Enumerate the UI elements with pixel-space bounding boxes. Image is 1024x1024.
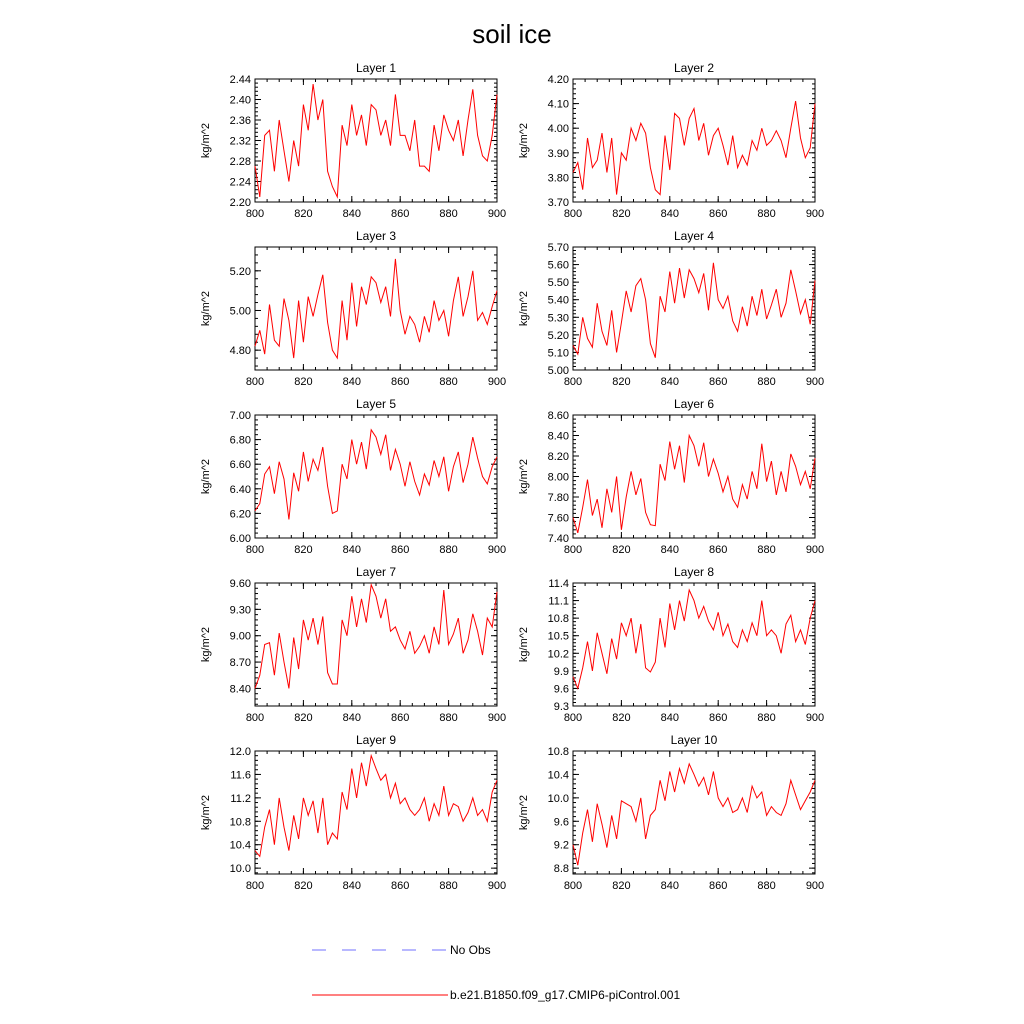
legend-obs-label: No Obs [450, 943, 491, 957]
x-tick-label: 880 [439, 376, 458, 388]
panel-title: Layer 3 [355, 229, 397, 243]
x-tick-label: 860 [391, 208, 410, 220]
y-tick-label: 10.5 [547, 630, 569, 643]
panel-title: Layer 7 [355, 565, 397, 579]
x-tick-label: 800 [563, 208, 583, 220]
y-tick-label: 3.80 [547, 172, 569, 185]
y-tick-label: 2.20 [229, 197, 251, 209]
x-tick-label: 900 [805, 376, 825, 388]
chart-panel [518, 733, 824, 892]
x-tick-label: 820 [294, 208, 313, 220]
y-tick-label: 2.28 [229, 156, 251, 168]
y-tick-label: 9.2 [553, 839, 569, 852]
series-line [255, 84, 497, 197]
y-tick-label: 8.20 [547, 451, 569, 463]
x-tick-label: 900 [487, 376, 507, 388]
x-tick-label: 860 [709, 376, 728, 388]
y-tick-label: 5.20 [547, 329, 569, 342]
y-tick-label: 5.00 [547, 365, 569, 377]
y-tick-label: 6.40 [229, 483, 251, 496]
chart-panel [200, 61, 506, 220]
x-tick-label: 800 [245, 712, 265, 724]
chart-panel [200, 565, 506, 724]
chart-panel [518, 565, 824, 724]
y-tick-label: 11.2 [230, 792, 251, 805]
series-line [573, 436, 815, 533]
x-tick-label: 840 [342, 208, 361, 220]
y-tick-label: 6.00 [229, 533, 251, 545]
y-tick-label: 4.20 [547, 74, 569, 86]
x-tick-label: 880 [757, 544, 776, 556]
x-tick-label: 800 [563, 880, 583, 892]
series-line [573, 101, 815, 195]
x-tick-label: 800 [245, 544, 265, 556]
x-tick-label: 880 [757, 376, 776, 388]
x-tick-label: 860 [391, 712, 410, 724]
panel-title: Layer 5 [355, 397, 397, 411]
y-tick-label: 9.30 [229, 604, 251, 617]
legend [312, 943, 680, 1002]
y-tick-label: 11.4 [548, 578, 569, 590]
plot-frame [573, 247, 815, 370]
x-tick-label: 820 [294, 712, 313, 724]
x-tick-label: 800 [563, 376, 583, 388]
y-tick-label: 9.9 [553, 665, 569, 678]
y-tick-label: 9.00 [229, 630, 251, 643]
plot-frame [255, 415, 497, 538]
panel-title: Layer 4 [673, 229, 715, 243]
x-tick-label: 820 [612, 208, 631, 220]
y-axis-label: kg/m^2 [200, 794, 212, 831]
panel-title: Layer 10 [670, 733, 718, 747]
y-tick-label: 10.0 [229, 863, 251, 876]
y-tick-label: 5.00 [229, 305, 251, 318]
x-tick-label: 820 [612, 880, 631, 892]
x-tick-label: 840 [342, 376, 361, 388]
x-tick-label: 820 [294, 376, 313, 388]
y-tick-label: 6.20 [229, 508, 251, 521]
y-tick-label: 12.0 [229, 746, 251, 758]
series-line [573, 590, 815, 688]
y-axis-label: kg/m^2 [200, 626, 212, 663]
y-tick-label: 2.36 [229, 115, 251, 127]
x-tick-label: 820 [294, 544, 313, 556]
panel-title: Layer 6 [673, 397, 715, 411]
x-tick-label: 840 [660, 544, 679, 556]
x-tick-label: 900 [805, 880, 825, 892]
y-axis-label: kg/m^2 [200, 122, 212, 159]
x-tick-label: 900 [805, 544, 825, 556]
panel-title: Layer 8 [673, 565, 715, 579]
x-tick-label: 860 [391, 880, 410, 892]
y-tick-label: 5.10 [547, 347, 569, 360]
x-tick-label: 880 [757, 880, 776, 892]
figure-title: soil ice [472, 19, 552, 49]
chart-panel [200, 397, 506, 556]
y-tick-label: 10.2 [547, 648, 569, 661]
y-tick-label: 7.40 [547, 533, 569, 545]
y-tick-label: 8.8 [553, 863, 569, 876]
series-line [573, 263, 815, 358]
x-tick-label: 880 [439, 544, 458, 556]
x-tick-label: 880 [439, 208, 458, 220]
y-tick-label: 2.32 [229, 135, 251, 148]
y-tick-label: 10.8 [547, 746, 569, 758]
x-tick-label: 840 [660, 208, 679, 220]
x-tick-label: 840 [342, 712, 361, 724]
y-tick-label: 2.24 [229, 176, 251, 189]
x-tick-label: 880 [439, 712, 458, 724]
legend-model-label: b.e21.B1850.f09_g17.CMIP6-piControl.001 [450, 988, 681, 1002]
y-tick-label: 4.00 [547, 123, 569, 136]
x-tick-label: 820 [294, 880, 313, 892]
x-tick-label: 900 [487, 208, 507, 220]
series-line [255, 756, 497, 857]
x-tick-label: 820 [612, 544, 631, 556]
plot-frame [255, 583, 497, 706]
y-tick-label: 5.50 [547, 277, 569, 290]
x-tick-label: 860 [709, 208, 728, 220]
chart-panel [518, 397, 824, 556]
y-tick-label: 4.80 [229, 345, 251, 358]
series-line [255, 585, 497, 689]
chart-panel [200, 733, 506, 892]
y-tick-label: 11.1 [548, 595, 569, 608]
chart-panel [518, 229, 824, 388]
panels [200, 61, 824, 892]
y-tick-label: 10.0 [547, 792, 569, 805]
y-tick-label: 6.80 [229, 434, 251, 447]
y-tick-label: 4.10 [547, 98, 569, 111]
plot-frame [573, 415, 815, 538]
y-axis-label: kg/m^2 [518, 794, 530, 831]
x-tick-label: 840 [660, 880, 679, 892]
y-tick-label: 3.70 [547, 197, 569, 209]
y-tick-label: 9.60 [229, 578, 251, 590]
y-tick-label: 5.70 [547, 242, 569, 254]
x-tick-label: 840 [660, 376, 679, 388]
plot-frame [573, 79, 815, 202]
chart-panel [518, 61, 824, 220]
x-tick-label: 800 [563, 544, 583, 556]
x-tick-label: 860 [391, 376, 410, 388]
y-tick-label: 10.4 [229, 839, 251, 852]
x-tick-label: 900 [805, 208, 825, 220]
y-tick-label: 5.60 [547, 259, 569, 272]
y-tick-label: 10.8 [229, 816, 251, 829]
series-line [255, 430, 497, 520]
x-tick-label: 840 [342, 544, 361, 556]
y-tick-label: 7.00 [229, 410, 251, 422]
panel-title: Layer 9 [355, 733, 397, 747]
y-tick-label: 8.00 [547, 471, 569, 484]
y-tick-label: 5.20 [229, 265, 251, 278]
x-tick-label: 900 [487, 544, 507, 556]
y-axis-label: kg/m^2 [518, 458, 530, 495]
chart-panel [200, 229, 506, 388]
y-tick-label: 3.90 [547, 147, 569, 160]
y-tick-label: 9.6 [553, 683, 569, 696]
plot-frame [573, 751, 815, 874]
x-tick-label: 820 [612, 376, 631, 388]
y-tick-label: 5.40 [547, 294, 569, 307]
x-tick-label: 860 [709, 880, 728, 892]
x-tick-label: 880 [439, 880, 458, 892]
x-tick-label: 840 [660, 712, 679, 724]
y-axis-label: kg/m^2 [200, 458, 212, 495]
x-tick-label: 900 [805, 712, 825, 724]
x-tick-label: 860 [391, 544, 410, 556]
x-tick-label: 860 [709, 712, 728, 724]
y-tick-label: 9.6 [553, 816, 569, 829]
x-tick-label: 900 [487, 712, 507, 724]
y-tick-label: 6.60 [229, 459, 251, 472]
x-tick-label: 800 [563, 712, 583, 724]
y-tick-label: 5.30 [547, 312, 569, 325]
x-tick-label: 820 [612, 712, 631, 724]
y-tick-label: 8.40 [229, 683, 251, 696]
y-axis-label: kg/m^2 [518, 626, 530, 663]
y-tick-label: 9.3 [553, 701, 569, 713]
y-axis-label: kg/m^2 [518, 122, 530, 159]
panel-title: Layer 2 [673, 61, 715, 75]
y-tick-label: 2.44 [229, 74, 251, 86]
panel-title: Layer 1 [355, 61, 397, 75]
y-tick-label: 7.80 [547, 492, 569, 504]
y-axis-label: kg/m^2 [200, 290, 212, 327]
y-tick-label: 8.70 [229, 657, 251, 670]
plot-frame [255, 247, 497, 370]
x-tick-label: 880 [757, 208, 776, 220]
x-tick-label: 860 [709, 544, 728, 556]
y-tick-label: 7.60 [547, 512, 569, 525]
series-line [255, 259, 497, 358]
x-tick-label: 900 [487, 880, 507, 892]
y-tick-label: 10.8 [547, 613, 569, 626]
y-tick-label: 2.40 [229, 94, 251, 107]
x-tick-label: 800 [245, 376, 265, 388]
series-line [573, 764, 815, 865]
x-tick-label: 800 [245, 880, 265, 892]
y-tick-label: 11.6 [230, 769, 251, 782]
x-tick-label: 880 [757, 712, 776, 724]
y-tick-label: 8.60 [547, 410, 569, 422]
x-tick-label: 800 [245, 208, 265, 220]
y-tick-label: 8.40 [547, 430, 569, 443]
x-tick-label: 840 [342, 880, 361, 892]
y-tick-label: 10.4 [547, 769, 569, 782]
y-axis-label: kg/m^2 [518, 290, 530, 327]
